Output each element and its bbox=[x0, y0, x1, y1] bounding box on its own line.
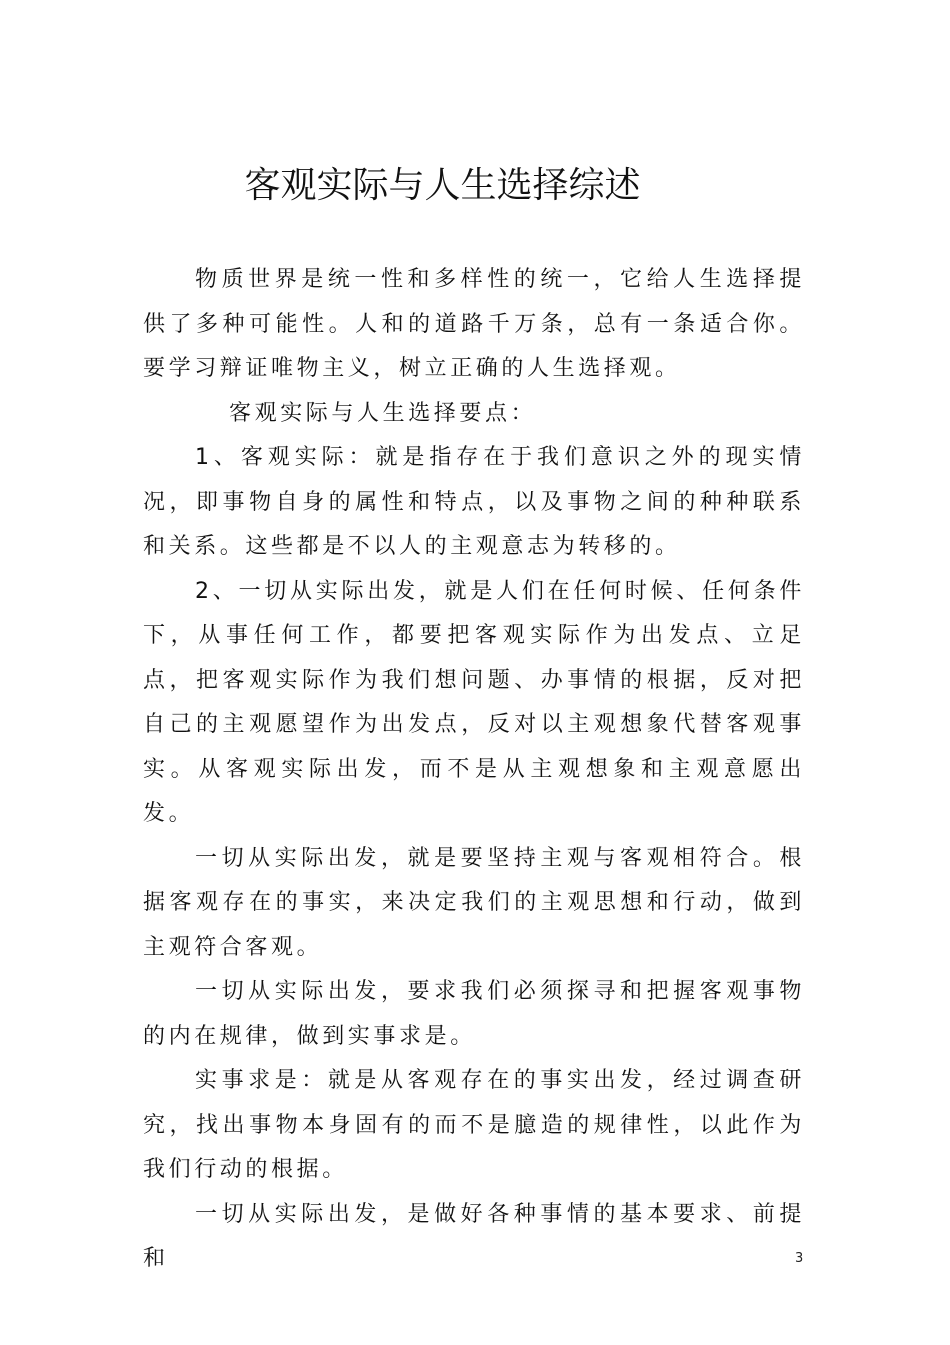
paragraph-basic-requirement: 一切从实际出发，是做好各种事情的基本要求、前提和 bbox=[143, 1201, 805, 1271]
paragraph-point-2: 2、一切从实际出发，就是人们在任何时候、任何条件下，从事任何工作，都要把客观实际作为出发点、立足点，把客观实际作为我们想问题、办事情的根据，反对把自己的主观愿望作为出发点，反对以主观想象代替客观事实。从客观实际出发，而不是从主观想象和主观意愿出发。 bbox=[143, 578, 805, 826]
paragraph-intro: 物质世界是统一性和多样性的统一，它给人生选择提供了多种可能性。人和的道路千万条，总有一条适合你。要学习辩证唯物主义，树立正确的人生选择观。 bbox=[143, 267, 805, 381]
paragraph-inner-laws: 一切从实际出发，要求我们必须探寻和把握客观事物的内在规律，做到实事求是。 bbox=[143, 979, 805, 1049]
paragraph-key-points-heading: 客观实际与人生选择要点： bbox=[229, 400, 537, 426]
paragraph-seek-truth: 实事求是：就是从客观存在的事实出发，经过调查研究，找出事物本身固有的而不是臆造的规律性，以此作为我们行动的根据。 bbox=[143, 1068, 805, 1182]
page-number: 3 bbox=[795, 1251, 804, 1266]
document-title: 客观实际与人生选择综述 bbox=[244, 165, 641, 206]
paragraph-point-1: 1、客观实际：就是指存在于我们意识之外的现实情况，即事物自身的属性和特点，以及事物之间的种种联系和关系。这些都是不以人的主观意志为转移的。 bbox=[143, 445, 805, 559]
document-body bbox=[143, 258, 805, 1282]
paragraph-subjective-objective: 一切从实际出发，就是要坚持主观与客观相符合。根据客观存在的事实，来决定我们的主观思想和行动，做到主观符合客观。 bbox=[143, 845, 805, 960]
